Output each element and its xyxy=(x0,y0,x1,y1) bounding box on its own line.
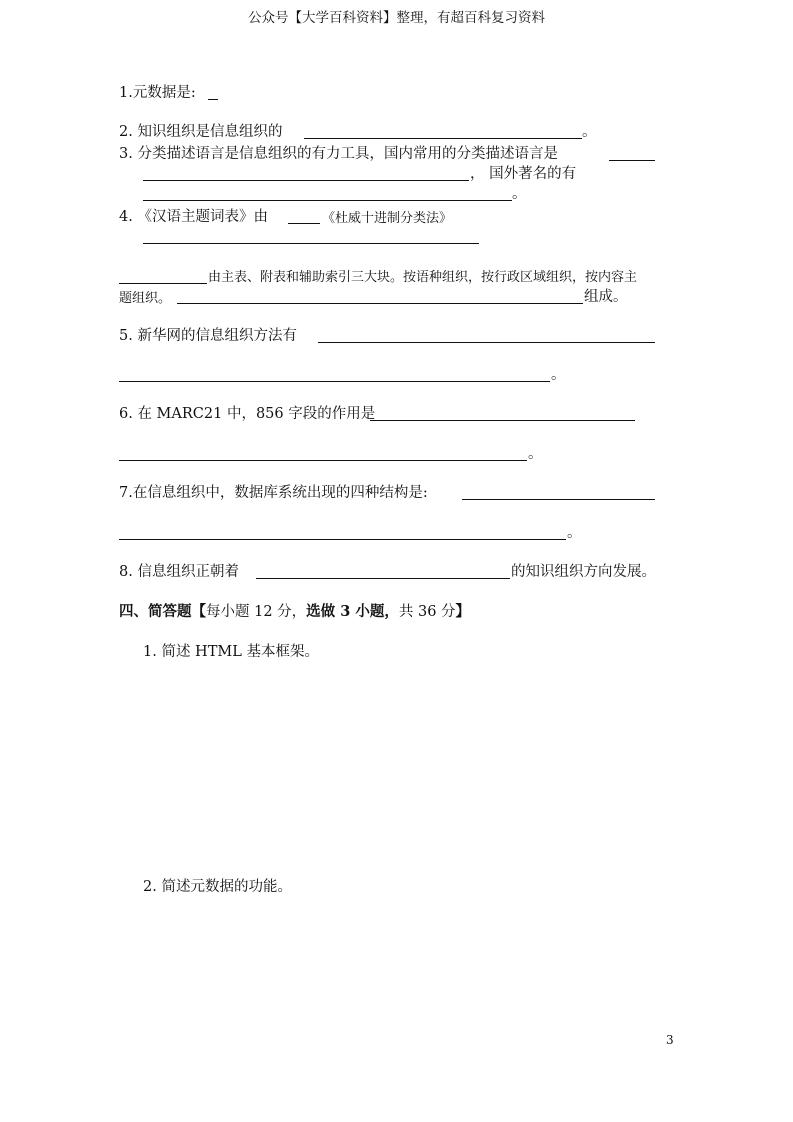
question-6-text: 6. 在 MARC21 中，856 字段的作用是 xyxy=(119,406,376,422)
question-4-line2: 由主表、附表和辅助索引三大块。按语种组织，按行政区域组织，按内容主 xyxy=(208,270,638,285)
answer-blank xyxy=(177,303,583,304)
page-number: 3 xyxy=(666,1033,674,1047)
answer-blank xyxy=(609,160,655,161)
book-title: 《杜威十进制分类法》 xyxy=(322,211,453,226)
answer-blank xyxy=(119,539,566,540)
question-8-text: 8. 信息组织正朝着 xyxy=(119,564,239,580)
answer-blank xyxy=(370,420,635,421)
question-1-text: 1.元数据是: xyxy=(119,85,196,101)
question-5-text: 5. 新华网的信息组织方法有 xyxy=(119,328,297,344)
answer-blank xyxy=(119,381,550,382)
question-6-end: 。 xyxy=(528,446,543,462)
section-heading: 四、简答题【每小题 12 分，选做 3 小题，共 36 分】 xyxy=(119,603,471,620)
question-4-text: 4. 《汉语主题词表》由 xyxy=(119,209,268,225)
question-8-end: 的知识组织方向发展。 xyxy=(511,564,656,580)
question-7-end: 。 xyxy=(567,525,582,541)
question-3-mid: ， 国外著名的有 xyxy=(470,166,577,182)
question-4-line3-start: 题组织。 xyxy=(119,291,172,306)
question-5-end: 。 xyxy=(551,367,566,383)
answer-blank xyxy=(462,499,655,500)
question-2-text: 2. 知识组织是信息组织的 xyxy=(119,124,283,140)
question-7-text: 7.在信息组织中，数据库系统出现的四种结构是: xyxy=(119,485,428,501)
answer-blank xyxy=(208,99,218,100)
answer-blank xyxy=(304,138,582,139)
question-2-end: 。 xyxy=(582,124,597,140)
page-header: 公众号【大学百科资料】整理，有超百科复习资料 xyxy=(248,10,545,26)
answer-blank xyxy=(318,342,655,343)
short-question-1: 1. 简述 HTML 基本框架。 xyxy=(143,644,319,660)
answer-blank xyxy=(143,243,479,244)
answer-blank xyxy=(119,460,527,461)
answer-blank xyxy=(256,578,510,579)
section-title: 四、简答题 xyxy=(119,603,192,620)
question-3-end: 。 xyxy=(512,186,527,202)
question-4-line3-end: 组成。 xyxy=(584,289,628,305)
answer-blank xyxy=(143,180,469,181)
question-3-text: 3. 分类描述语言是信息组织的有力工具，国内常用的分类描述语言是 xyxy=(119,146,558,162)
answer-blank xyxy=(143,200,512,201)
short-question-2: 2. 简述元数据的功能。 xyxy=(143,879,292,895)
answer-blank xyxy=(119,283,207,284)
answer-blank xyxy=(288,223,320,224)
